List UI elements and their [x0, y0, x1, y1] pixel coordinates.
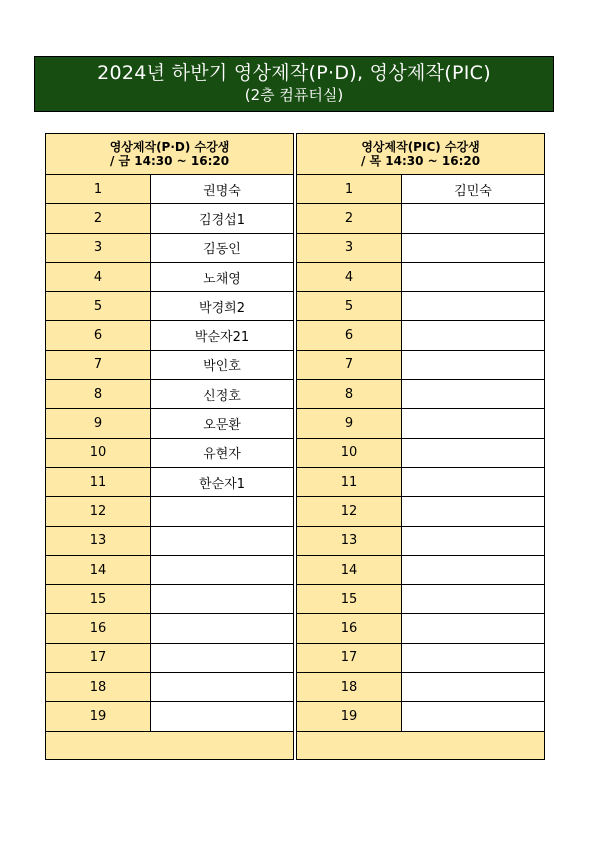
row-number: 2: [46, 204, 151, 233]
row-number: 4: [297, 262, 402, 291]
row-number: 14: [46, 555, 151, 584]
student-name-cell: [151, 555, 294, 584]
table-row: [297, 292, 545, 321]
row-number: 16: [297, 614, 402, 643]
student-name-cell: [402, 438, 545, 467]
row-number: 8: [46, 380, 151, 409]
table-row: [46, 321, 294, 350]
table-row: [46, 702, 294, 731]
student-name-cell: [151, 702, 294, 731]
row-number: 10: [297, 438, 402, 467]
student-name-cell: [402, 643, 545, 672]
pic-roster-table: [296, 133, 545, 760]
student-name-cell: [402, 555, 545, 584]
table-row: [297, 555, 545, 584]
table-row: [46, 438, 294, 467]
row-number: 7: [46, 350, 151, 379]
row-number: 1: [297, 175, 402, 204]
row-number: 5: [297, 292, 402, 321]
table-row: [297, 262, 545, 291]
table-row: [46, 526, 294, 555]
pd-roster-header-title: 영상제작(P·D) 수강생: [109, 140, 230, 154]
row-number: 8: [297, 380, 402, 409]
pic-roster-header-title: 영상제작(PIC) 수강생: [361, 140, 480, 154]
table-row: [46, 380, 294, 409]
student-name-cell: 노채영: [151, 262, 294, 291]
table-row: [46, 233, 294, 262]
table-row: [297, 409, 545, 438]
student-name-cell: [402, 409, 545, 438]
row-number: 14: [297, 555, 402, 584]
pd-roster-header-schedule: / 금 14:30 ~ 16:20: [109, 154, 230, 168]
pd-roster-table: [45, 133, 294, 760]
row-number: 17: [297, 643, 402, 672]
student-name-cell: 권명숙: [151, 175, 294, 204]
student-name-cell: [402, 292, 545, 321]
student-name-cell: 유현자: [151, 438, 294, 467]
table-row: [297, 233, 545, 262]
title-main: 2024년 하반기 영상제작(P·D), 영상제작(PIC): [97, 62, 491, 84]
table-row: [297, 438, 545, 467]
student-name-cell: [402, 673, 545, 702]
student-name-cell: 박인호: [151, 350, 294, 379]
student-name-cell: 오문환: [151, 409, 294, 438]
title-location: (2층 컴퓨터실): [244, 86, 344, 104]
table-row: [46, 555, 294, 584]
student-name-cell: [402, 262, 545, 291]
table-row: [46, 585, 294, 614]
student-name-cell: [402, 380, 545, 409]
row-number: 6: [297, 321, 402, 350]
row-number: 1: [46, 175, 151, 204]
student-name-cell: [402, 702, 545, 731]
table-row: [46, 497, 294, 526]
student-name-cell: 박경희2: [151, 292, 294, 321]
student-name-cell: [402, 350, 545, 379]
table-footer-row: [297, 731, 545, 759]
student-name-cell: 신정호: [151, 380, 294, 409]
table-row: [46, 409, 294, 438]
row-number: 13: [297, 526, 402, 555]
pic-roster-header-schedule: / 목 14:30 ~ 16:20: [360, 154, 481, 168]
table-row: [46, 614, 294, 643]
table-footer-row: [46, 731, 294, 759]
student-name-cell: [151, 614, 294, 643]
table-row: [297, 526, 545, 555]
student-name-cell: [402, 467, 545, 496]
table-row: [297, 204, 545, 233]
table-row: [46, 175, 294, 204]
table-row: [297, 585, 545, 614]
table-row: [297, 673, 545, 702]
pd-roster-header: [46, 134, 294, 175]
table-row: [297, 497, 545, 526]
row-number: 12: [46, 497, 151, 526]
row-number: 9: [297, 409, 402, 438]
row-number: 15: [46, 585, 151, 614]
student-name-cell: [402, 497, 545, 526]
table-row: [297, 643, 545, 672]
student-name-cell: [402, 585, 545, 614]
row-number: 3: [46, 233, 151, 262]
row-number: 11: [46, 467, 151, 496]
row-number: 17: [46, 643, 151, 672]
row-number: 18: [46, 673, 151, 702]
row-number: 11: [297, 467, 402, 496]
table-row: [297, 321, 545, 350]
table-row: [297, 702, 545, 731]
row-number: 19: [46, 702, 151, 731]
table-row: [46, 643, 294, 672]
student-name-cell: [402, 204, 545, 233]
student-name-cell: [151, 526, 294, 555]
row-number: 16: [46, 614, 151, 643]
table-row: [46, 292, 294, 321]
table-row: [297, 380, 545, 409]
table-footer-cell: [46, 731, 294, 759]
row-number: 12: [297, 497, 402, 526]
table-row: [46, 673, 294, 702]
row-number: 6: [46, 321, 151, 350]
table-row: [297, 614, 545, 643]
student-name-cell: 한순자1: [151, 467, 294, 496]
student-name-cell: [151, 643, 294, 672]
student-name-cell: [151, 673, 294, 702]
row-number: 13: [46, 526, 151, 555]
student-name-cell: [402, 526, 545, 555]
table-row: [297, 175, 545, 204]
document-title: [34, 56, 554, 112]
student-name-cell: 김동인: [151, 233, 294, 262]
row-number: 4: [46, 262, 151, 291]
student-name-cell: [151, 585, 294, 614]
student-name-cell: [402, 233, 545, 262]
row-number: 15: [297, 585, 402, 614]
row-number: 19: [297, 702, 402, 731]
student-name-cell: 김민숙: [402, 175, 545, 204]
table-row: [297, 350, 545, 379]
table-row: [46, 467, 294, 496]
pic-roster-header: [297, 134, 545, 175]
student-name-cell: [402, 321, 545, 350]
row-number: 9: [46, 409, 151, 438]
student-name-cell: 김경섭1: [151, 204, 294, 233]
row-number: 3: [297, 233, 402, 262]
table-row: [46, 204, 294, 233]
table-footer-cell: [297, 731, 545, 759]
table-row: [46, 350, 294, 379]
student-name-cell: [402, 614, 545, 643]
row-number: 5: [46, 292, 151, 321]
student-name-cell: 박순자21: [151, 321, 294, 350]
table-row: [46, 262, 294, 291]
row-number: 18: [297, 673, 402, 702]
row-number: 7: [297, 350, 402, 379]
row-number: 10: [46, 438, 151, 467]
row-number: 2: [297, 204, 402, 233]
table-row: [297, 467, 545, 496]
student-name-cell: [151, 497, 294, 526]
